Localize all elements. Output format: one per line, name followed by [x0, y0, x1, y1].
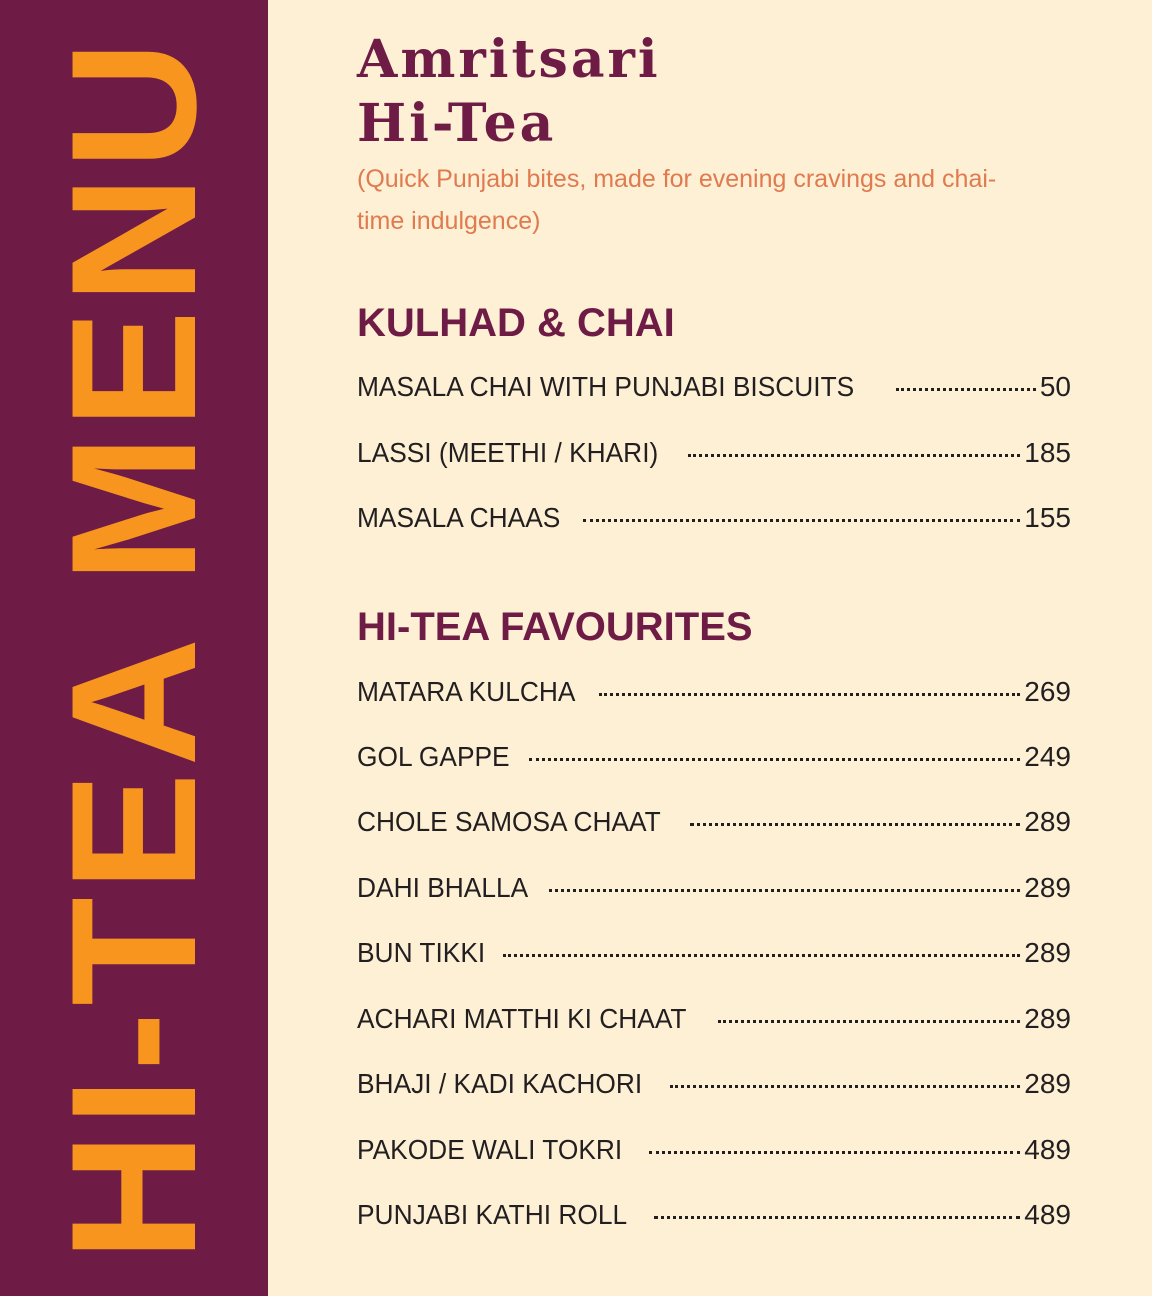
menu-item-name: ACHARI MATTHI KI CHAAT: [357, 1003, 687, 1034]
menu-item: [357, 437, 1071, 481]
menu-item-price: 269: [1024, 676, 1071, 707]
menu-item-price: 249: [1024, 741, 1071, 772]
menu-item-name: MATARA KULCHA: [357, 676, 576, 707]
dot-leader: [688, 454, 1021, 457]
menu-item-name: GOL GAPPE: [357, 741, 510, 772]
menu-item-price: 50: [1039, 371, 1071, 402]
menu-item-price: 289: [1024, 937, 1071, 968]
dot-leader: [670, 1085, 1020, 1088]
menu-item: [357, 741, 1071, 785]
menu-item-price: 289: [1024, 1003, 1071, 1034]
menu-item: [357, 937, 1071, 981]
menu-item-name: CHOLE SAMOSA CHAAT: [357, 806, 661, 837]
menu-title-line2: Hi-Tea: [357, 93, 557, 154]
menu-item-price: 289: [1024, 1068, 1071, 1099]
menu-item: [357, 1199, 1071, 1243]
menu-item: [357, 502, 1071, 546]
side-banner: [0, 0, 268, 1296]
dot-leader: [690, 823, 1020, 826]
menu-item-name: MASALA CHAAS: [357, 502, 561, 533]
menu-item-name: LASSI (MEETHI / KHARI): [357, 437, 659, 468]
menu-title: [357, 28, 1057, 156]
menu-item-price: 489: [1024, 1199, 1071, 1230]
menu-title-line1: Amritsari: [357, 29, 661, 90]
menu-item-name: PAKODE WALI TOKRI: [357, 1134, 623, 1165]
menu-item-price: 289: [1024, 872, 1071, 903]
menu-item: [357, 1134, 1071, 1178]
dot-leader: [896, 388, 1036, 391]
section-heading-hi-tea-favourites: HI-TEA FAVOURITES: [357, 605, 753, 649]
menu-item-name: BHAJI / KADI KACHORI: [357, 1068, 643, 1099]
menu-item-price: 289: [1024, 806, 1071, 837]
dot-leader: [599, 693, 1020, 696]
side-banner-title: HI-TEA MENU: [34, 34, 233, 1262]
dot-leader: [649, 1151, 1020, 1154]
menu-item: [357, 676, 1071, 720]
dot-leader: [549, 889, 1020, 892]
menu-item-name: DAHI BHALLA: [357, 872, 529, 903]
menu-item-name: MASALA CHAI WITH PUNJABI BISCUITS: [357, 371, 855, 402]
dot-leader: [654, 1216, 1020, 1219]
menu-item-name: BUN TIKKI: [357, 937, 486, 968]
menu-item-price: 489: [1024, 1134, 1071, 1165]
menu-item-name: PUNJABI KATHI ROLL: [357, 1199, 628, 1230]
menu-subtitle: (Quick Punjabi bites, made for evening cravings and chai-time indulgence): [357, 165, 997, 235]
dot-leader: [529, 758, 1020, 761]
menu-item: [357, 872, 1071, 916]
menu-item-price: 185: [1024, 437, 1071, 468]
dot-leader: [718, 1020, 1021, 1023]
menu-item: [357, 1003, 1071, 1047]
menu-item-price: 155: [1024, 502, 1071, 533]
menu-item: [357, 1068, 1071, 1112]
menu-item: [357, 806, 1071, 850]
section-heading-kulhad-chai: KULHAD & CHAI: [357, 301, 675, 345]
dot-leader: [583, 519, 1020, 522]
menu-item: [357, 371, 1071, 415]
dot-leader: [503, 954, 1020, 957]
